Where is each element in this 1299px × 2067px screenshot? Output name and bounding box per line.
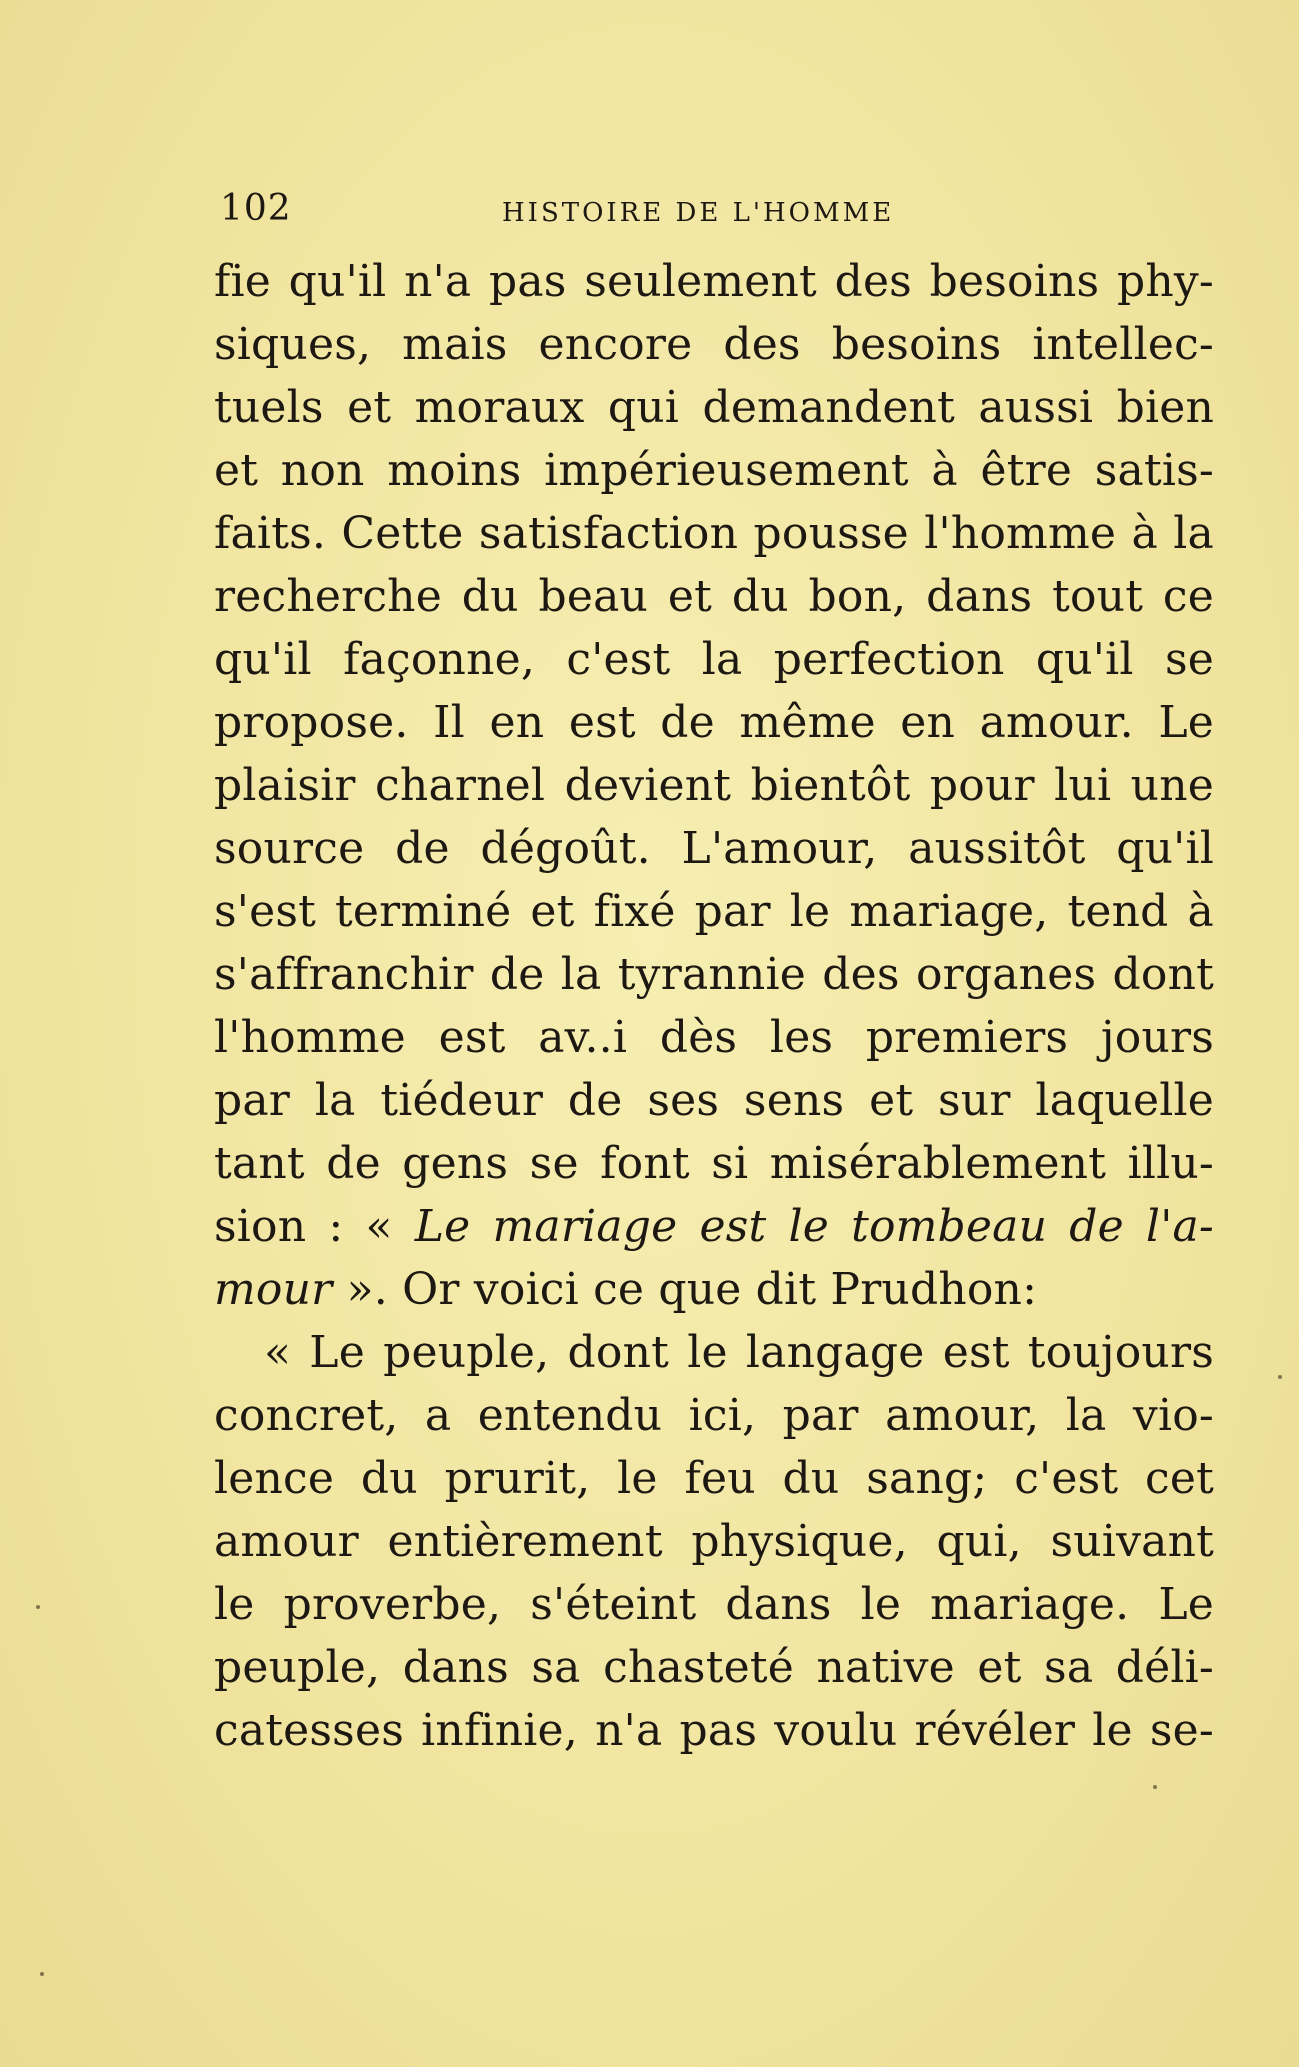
text-line: fie qu'il n'a pas seulement des besoins phy- [214, 256, 1214, 307]
text-line: catesses infinie, n'a pas voulu révéler le se- [214, 1705, 1214, 1756]
page-number: 102 [220, 188, 292, 229]
paper-speck [1153, 1785, 1157, 1789]
paragraph-start-line: « Le peuple, dont le langage est toujours [264, 1327, 1214, 1378]
text-line: source de dégoût. L'amour, aussitôt qu'il [214, 823, 1214, 874]
italic-quote-end: mour [214, 1264, 333, 1315]
text-line: amour entièrement physique, qui, suivant [214, 1516, 1214, 1567]
running-head [220, 188, 1090, 248]
text-line: recherche du beau et du bon, dans tout ce [214, 571, 1214, 622]
text-line: siques, mais encore des besoins intellec- [214, 319, 1214, 370]
text-line: lence du prurit, le feu du sang; c'est cet [214, 1453, 1214, 1504]
text-line: l'homme est av..i dès les premiers jours [214, 1012, 1214, 1063]
running-title: HISTOIRE DE L'HOMME [502, 198, 895, 228]
text-line: et non moins impérieusement à être satis- [214, 445, 1214, 496]
text-line: tant de gens se font si misérablement illu- [214, 1138, 1214, 1189]
text-line: tuels et moraux qui demandent aussi bien [214, 382, 1214, 433]
paper-speck [40, 1972, 44, 1976]
text-line-quote [214, 1195, 1214, 1258]
text-line: plaisir charnel devient bientôt pour lui une [214, 760, 1214, 811]
text-line: qu'il façonne, c'est la perfection qu'il se [214, 634, 1214, 685]
text-run: ». Or voici ce que dit Prudhon: [332, 1264, 1038, 1315]
text-line-quote-end [214, 1258, 1214, 1321]
text-line: concret, a entendu ici, par amour, la vio- [214, 1390, 1214, 1441]
paper-speck [36, 1605, 40, 1609]
text-line: faits. Cette satisfaction pousse l'homme à la [214, 508, 1214, 559]
text-line: s'affranchir de la tyrannie des organes dont [214, 949, 1214, 1000]
text-line: s'est terminé et fixé par le mariage, tend à [214, 886, 1214, 937]
body-text [214, 250, 1214, 1762]
italic-quote: Le mariage est le tombeau de l'a- [414, 1201, 1214, 1252]
text-line: peuple, dans sa chasteté native et sa déli- [214, 1642, 1214, 1693]
text-line: le proverbe, s'éteint dans le mariage. Le [214, 1579, 1214, 1630]
paper-speck [1278, 1375, 1282, 1379]
text-line: par la tiédeur de ses sens et sur laquelle [214, 1075, 1214, 1126]
text-line: propose. Il en est de même en amour. Le [214, 697, 1214, 748]
text-run: sion : « [214, 1201, 415, 1252]
